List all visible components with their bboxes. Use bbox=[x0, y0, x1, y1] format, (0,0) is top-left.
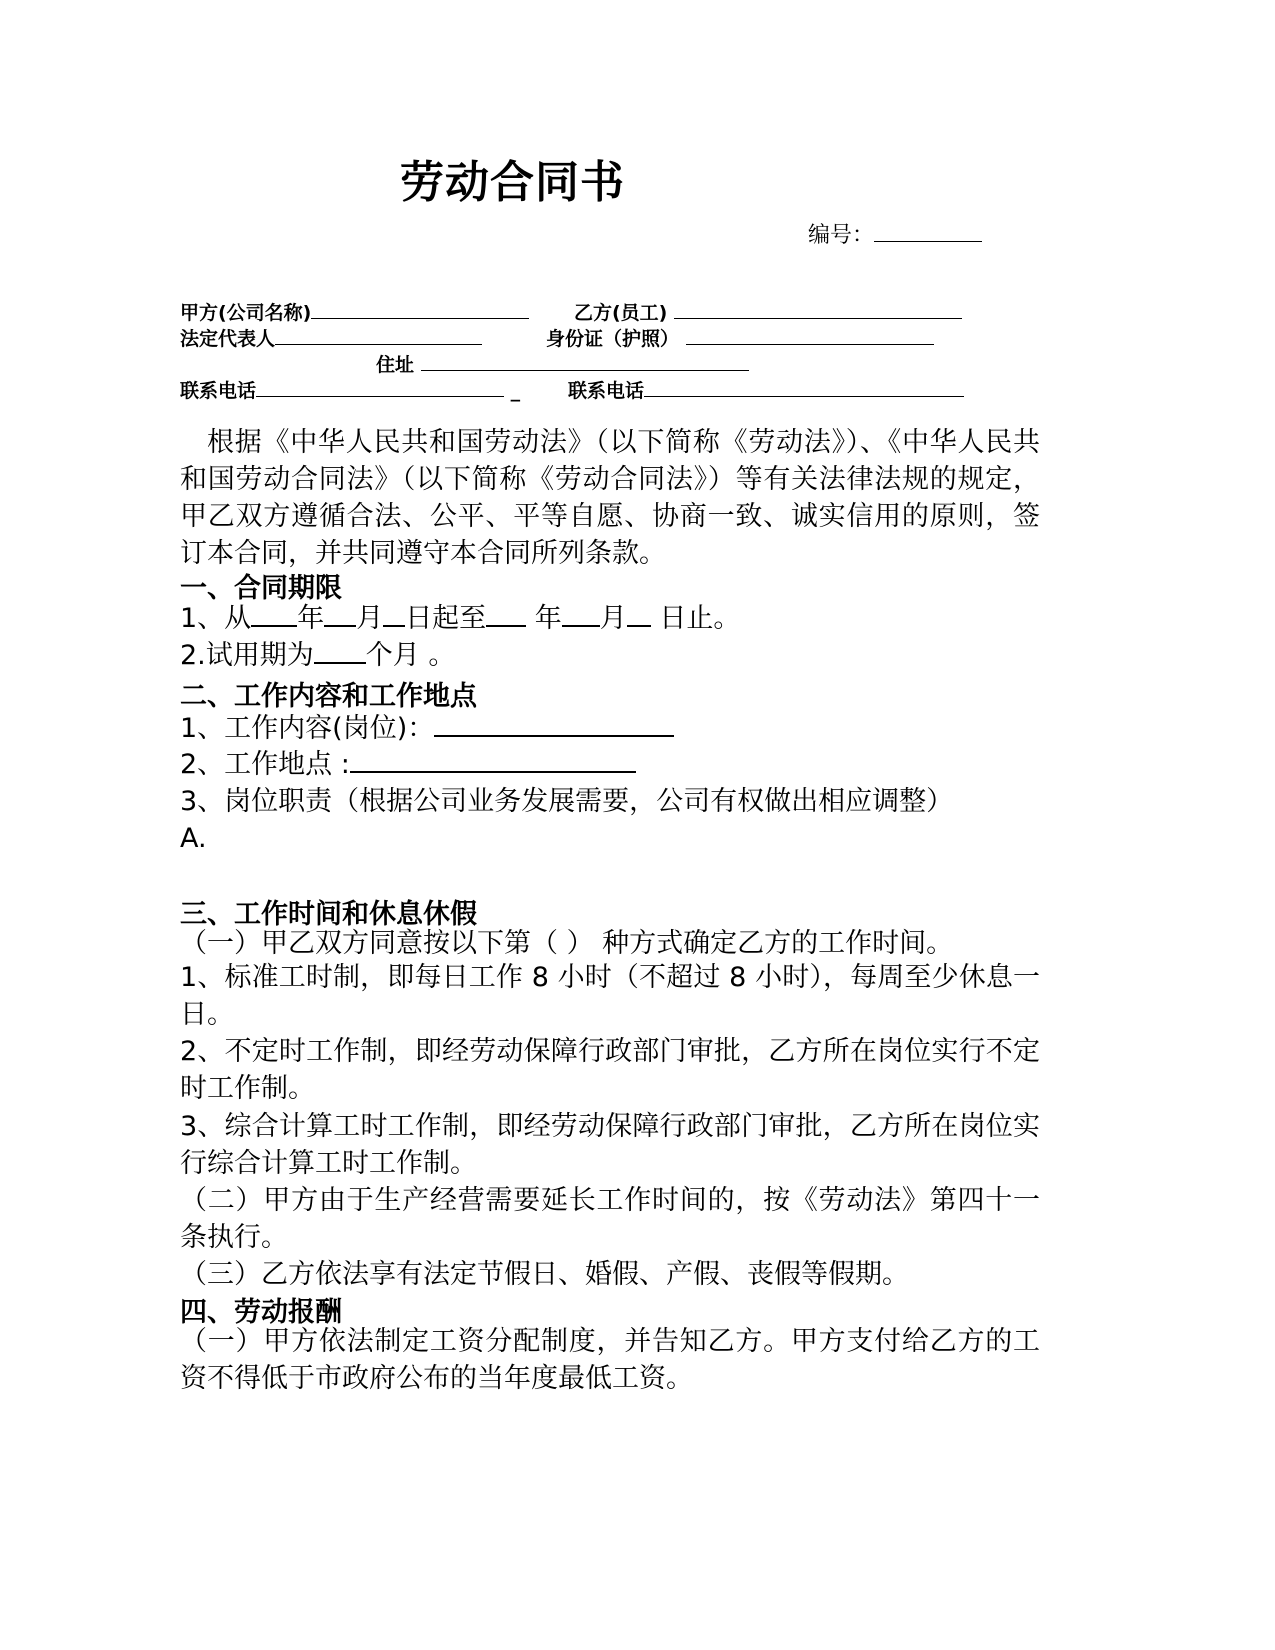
contract-number bbox=[808, 218, 982, 249]
contract-number-label: 编号： bbox=[808, 223, 875, 248]
section3-heading: 三、工作时间和休息休假 bbox=[180, 899, 477, 930]
legal-rep-row bbox=[180, 324, 482, 351]
probation-line bbox=[180, 637, 455, 674]
section4-heading: 四、劳动报酬 bbox=[180, 1297, 342, 1328]
id-blank bbox=[686, 326, 934, 345]
term-month2: 月 bbox=[599, 603, 627, 634]
probation-blank bbox=[314, 638, 366, 664]
work-content-line bbox=[180, 710, 674, 747]
section2-heading: 二、工作内容和工作地点 bbox=[180, 681, 477, 712]
term-month2-blank bbox=[562, 601, 600, 627]
section1-heading: 一、合同期限 bbox=[180, 573, 342, 604]
address-label: 住址 bbox=[376, 354, 415, 376]
term-year1-blank bbox=[251, 601, 297, 627]
term-day1: 日起至 bbox=[405, 603, 487, 634]
party-a-blank bbox=[311, 300, 529, 319]
legal-rep-label: 法定代表人 bbox=[180, 328, 276, 350]
term-prefix: 1、从 bbox=[180, 603, 252, 634]
worktime-p6: （三）乙方依法享有法定节假日、婚假、产假、丧假等假期。 bbox=[180, 1259, 909, 1290]
term-line bbox=[180, 600, 740, 637]
worktime-p1: （一）甲乙双方同意按以下第（ ） 种方式确定乙方的工作时间。 bbox=[180, 928, 954, 959]
term-year1: 年 bbox=[297, 603, 325, 634]
term-year2-blank bbox=[486, 601, 526, 627]
term-day1-blank bbox=[383, 601, 405, 627]
party-b-label: 乙方(员工) bbox=[574, 302, 668, 324]
id-label: 身份证（护照） bbox=[546, 328, 680, 350]
phone-b-label: 联系电话 bbox=[568, 380, 645, 402]
probation-prefix: 2.试用期为 bbox=[180, 640, 314, 671]
intro-paragraph: 根据《中华人民共和国劳动法》（以下简称《劳动法》）、《中华人民共和国劳动合同法》（以下简称《劳动合同法》）等有关法律法规的规定，甲乙双方遵循合法、公平、平等自愿、协商一致、诚实信用的原则，签订本合同，并共同遵守本合同所列条款。 bbox=[180, 427, 1040, 569]
work-content-label: 1、工作内容(岗位)： bbox=[180, 713, 435, 744]
party-a-row bbox=[180, 298, 529, 325]
work-content-blank bbox=[434, 711, 674, 737]
duty-a: A. bbox=[180, 823, 207, 854]
party-b-row bbox=[574, 298, 962, 325]
party-b-blank bbox=[674, 300, 962, 319]
address-row bbox=[376, 350, 749, 377]
phone-a-label: 联系电话 bbox=[180, 380, 257, 402]
work-location-label: 2、工作地点 : bbox=[180, 749, 350, 780]
work-location-blank bbox=[350, 747, 636, 773]
phone-a-tail: _ bbox=[510, 380, 521, 402]
legal-rep-blank bbox=[275, 326, 482, 345]
party-a-label: 甲方(公司名称) bbox=[180, 302, 312, 324]
address-blank bbox=[421, 352, 749, 371]
phone-b-row bbox=[568, 376, 964, 403]
phone-a-row bbox=[180, 376, 520, 403]
term-year2: 年 bbox=[534, 603, 562, 634]
term-day2-blank bbox=[627, 601, 651, 627]
worktime-p2: 1、标准工时制，即每日工作 8 小时（不超过 8 小时），每周至少休息一日。 bbox=[180, 962, 1040, 1030]
pay-p1: （一）甲方依法制定工资分配制度，并告知乙方。甲方支付给乙方的工资不得低于市政府公布的当年度最低工资。 bbox=[180, 1326, 1040, 1394]
phone-b-blank bbox=[644, 378, 964, 397]
term-month1-blank bbox=[324, 601, 356, 627]
worktime-p4: 3、综合计算工时工作制，即经劳动保障行政部门审批，乙方所在岗位实行综合计算工时工作制。 bbox=[180, 1111, 1040, 1179]
worktime-p3: 2、不定时工作制，即经劳动保障行政部门审批，乙方所在岗位实行不定时工作制。 bbox=[180, 1036, 1040, 1104]
phone-a-blank bbox=[256, 378, 504, 397]
work-location-line bbox=[180, 746, 636, 783]
worktime-p5: （二）甲方由于生产经营需要延长工作时间的，按《劳动法》第四十一条执行。 bbox=[180, 1185, 1040, 1253]
duties-line: 3、岗位职责（根据公司业务发展需要，公司有权做出相应调整） bbox=[180, 786, 954, 817]
contract-number-blank bbox=[874, 223, 982, 242]
term-month1: 月 bbox=[356, 603, 384, 634]
document-title: 劳动合同书 bbox=[400, 157, 625, 208]
id-row bbox=[546, 324, 934, 351]
term-day2: 日止。 bbox=[659, 603, 741, 634]
probation-suffix: 个月 。 bbox=[365, 640, 456, 671]
